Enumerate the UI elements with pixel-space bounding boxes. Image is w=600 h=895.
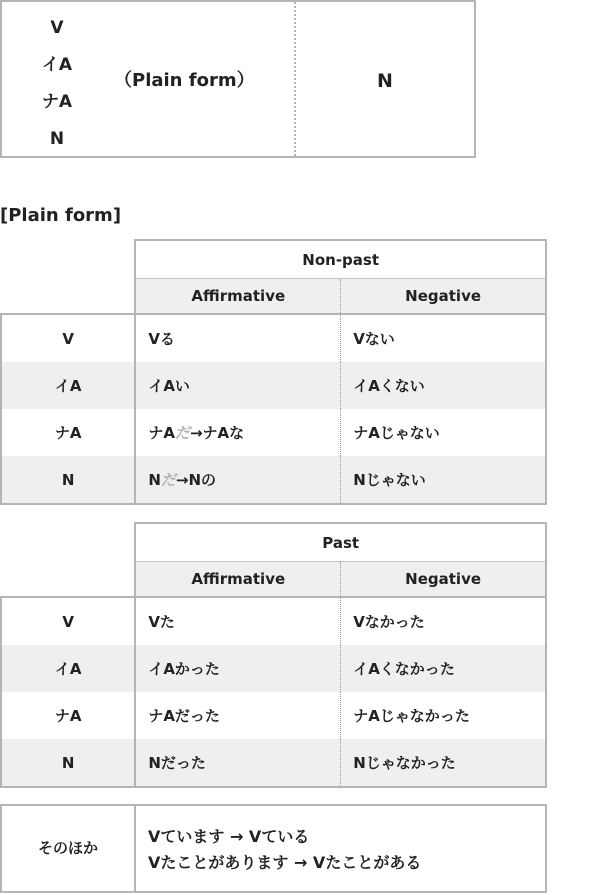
nonpast-col-affirmative: Affirmative bbox=[135, 279, 340, 315]
row-label: V bbox=[1, 314, 135, 362]
negative-cell: Nじゃない bbox=[341, 456, 546, 504]
negative-cell: イAくない bbox=[341, 362, 546, 409]
word-class-n: N bbox=[49, 129, 65, 149]
affirmative-cell: ナAだった bbox=[135, 692, 340, 739]
negative-cell: ナAじゃなかった bbox=[341, 692, 546, 739]
affirmative-cell: イAかった bbox=[135, 645, 340, 692]
row-label: ナA bbox=[1, 692, 135, 739]
table-row bbox=[1, 362, 546, 409]
nonpast-table bbox=[0, 239, 547, 505]
form-summary-left bbox=[2, 2, 296, 156]
word-class-na-adj: ナA bbox=[41, 92, 73, 112]
form-summary-box bbox=[0, 0, 476, 158]
omitted-da: だ bbox=[174, 424, 190, 442]
nonpast-col-negative: Negative bbox=[341, 279, 546, 315]
table-row bbox=[1, 456, 546, 504]
other-forms-box bbox=[0, 804, 547, 893]
noun-label: N bbox=[377, 70, 393, 92]
table-row bbox=[1, 314, 546, 362]
negative-cell: Vない bbox=[341, 314, 546, 362]
table-row bbox=[1, 597, 546, 645]
other-form-line: Vています → Vている bbox=[148, 827, 310, 846]
section-title: [Plain form] bbox=[0, 205, 122, 226]
other-forms-list bbox=[148, 824, 421, 876]
affirmative-cell: ナAだ→ナAな bbox=[135, 409, 340, 456]
affirmative-cell: Nだった bbox=[135, 739, 340, 787]
past-col-negative: Negative bbox=[341, 562, 546, 598]
other-forms-label: そのほか bbox=[2, 806, 136, 891]
row-label: イA bbox=[1, 362, 135, 409]
word-class-i-adj: イA bbox=[41, 55, 73, 75]
table-row bbox=[1, 739, 546, 787]
table-row bbox=[1, 692, 546, 739]
negative-cell: Vなかった bbox=[341, 597, 546, 645]
negative-cell: イAくなかった bbox=[341, 645, 546, 692]
other-form-line: Vたことがあります → Vたことがある bbox=[148, 853, 422, 872]
affirmative-cell: イAい bbox=[135, 362, 340, 409]
affirmative-cell: Vた bbox=[135, 597, 340, 645]
past-table bbox=[0, 522, 547, 788]
row-label: ナA bbox=[1, 409, 135, 456]
word-class-v: V bbox=[50, 18, 64, 38]
affirmative-cell: Vる bbox=[135, 314, 340, 362]
row-label: V bbox=[1, 597, 135, 645]
nonpast-header: Non-past bbox=[135, 240, 546, 279]
row-label: イA bbox=[1, 645, 135, 692]
table-row bbox=[1, 409, 546, 456]
past-header: Past bbox=[135, 523, 546, 562]
word-class-list bbox=[2, 10, 112, 158]
row-label: N bbox=[1, 739, 135, 787]
affirmative-cell: Nだ→Nの bbox=[135, 456, 340, 504]
negative-cell: Nじゃなかった bbox=[341, 739, 546, 787]
row-label: N bbox=[1, 456, 135, 504]
past-col-affirmative: Affirmative bbox=[135, 562, 340, 598]
table-row bbox=[1, 645, 546, 692]
negative-cell: ナAじゃない bbox=[341, 409, 546, 456]
plain-form-label: （Plain form） bbox=[114, 70, 255, 91]
omitted-da: だ bbox=[160, 471, 176, 489]
